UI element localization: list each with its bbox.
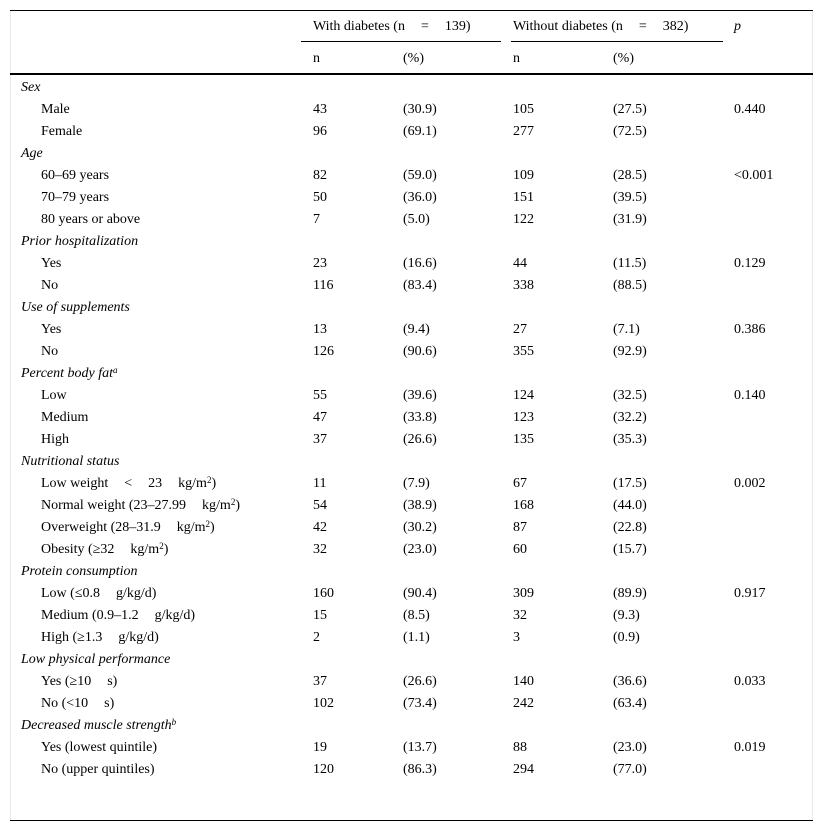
cell-pct-without-diabetes: (27.5) bbox=[613, 102, 647, 117]
row-label-text: No bbox=[41, 278, 59, 293]
section-title bbox=[21, 717, 176, 735]
cell-pct-without-diabetes: (28.5) bbox=[613, 168, 647, 183]
cell-pct-without-diabetes: (35.3) bbox=[613, 432, 647, 447]
row-label-text: Low (≤0.8 bbox=[41, 586, 101, 601]
row-label-text: Female bbox=[41, 124, 83, 139]
cell-n-without-diabetes: 32 bbox=[513, 608, 527, 623]
row-label bbox=[41, 761, 155, 779]
row-label bbox=[41, 211, 140, 229]
cell-n-without-diabetes: 88 bbox=[513, 740, 527, 755]
row-label-text: Yes bbox=[41, 256, 62, 271]
cell-n-without-diabetes: 109 bbox=[513, 168, 534, 183]
footnote-marker: a bbox=[113, 365, 118, 375]
row-label-text: High bbox=[41, 432, 69, 447]
p-value-header: p bbox=[734, 19, 741, 34]
row-label-tail: ) bbox=[163, 542, 169, 557]
section-title-text: Low physical performance bbox=[21, 652, 171, 667]
row-label-unit: kg/m bbox=[178, 476, 207, 491]
cell-n-with-diabetes: 13 bbox=[313, 322, 327, 337]
cell-p-value: <0.001 bbox=[734, 168, 774, 183]
cell-n-with-diabetes: 160 bbox=[313, 586, 334, 601]
unit-exponent: 2 bbox=[205, 519, 211, 529]
group1-underline bbox=[301, 41, 501, 42]
row-label bbox=[41, 255, 61, 273]
row-label-tail: ) bbox=[210, 520, 215, 535]
cell-n-with-diabetes: 47 bbox=[313, 410, 327, 425]
row-label-unit: g/kg/d) bbox=[154, 608, 196, 623]
row-label-unit: g/kg/d) bbox=[118, 630, 159, 645]
cell-n-with-diabetes: 37 bbox=[313, 674, 327, 689]
row-label bbox=[41, 123, 82, 141]
row-label-text: No bbox=[41, 344, 59, 359]
row-label-text: No (upper quintiles) bbox=[41, 762, 155, 777]
cell-pct-with-diabetes: (59.0) bbox=[403, 168, 437, 183]
cell-pct-without-diabetes: (39.5) bbox=[613, 190, 647, 205]
cell-p-value: 0.917 bbox=[734, 586, 766, 601]
cell-pct-with-diabetes: (30.2) bbox=[403, 520, 437, 535]
section-title-text: Protein consumption bbox=[21, 564, 138, 579]
cell-n-without-diabetes: 151 bbox=[513, 190, 534, 205]
section-title bbox=[21, 79, 40, 97]
cell-pct-without-diabetes: (63.4) bbox=[613, 696, 647, 711]
row-label-text: 70–79 years bbox=[41, 190, 110, 205]
unit-exponent: 2 bbox=[230, 497, 236, 507]
row-label bbox=[41, 409, 88, 427]
cell-p-value: 0.386 bbox=[734, 322, 766, 337]
cell-n-without-diabetes: 122 bbox=[513, 212, 534, 227]
cell-pct-without-diabetes: (15.7) bbox=[613, 542, 647, 557]
cell-n-with-diabetes: 19 bbox=[313, 740, 327, 755]
cell-n-without-diabetes: 60 bbox=[513, 542, 527, 557]
section-title-text: Sex bbox=[21, 80, 41, 95]
cell-p-value: 0.019 bbox=[734, 740, 766, 755]
cell-pct-without-diabetes: (89.9) bbox=[613, 586, 647, 601]
section-title-text: Prior hospitalization bbox=[21, 234, 139, 249]
row-label-tail: ) bbox=[211, 476, 217, 491]
row-label-unit: kg/m bbox=[202, 498, 231, 513]
group2-header: Without diabetes (n = 382) bbox=[513, 19, 689, 34]
row-label bbox=[41, 497, 240, 515]
cell-pct-with-diabetes: (5.0) bbox=[403, 212, 430, 227]
cell-n-without-diabetes: 338 bbox=[513, 278, 534, 293]
cell-pct-without-diabetes: (7.1) bbox=[613, 322, 640, 337]
row-label-text: Medium bbox=[41, 410, 89, 425]
cell-n-with-diabetes: 23 bbox=[313, 256, 327, 271]
cell-n-with-diabetes: 32 bbox=[313, 542, 327, 557]
cell-pct-without-diabetes: (22.8) bbox=[613, 520, 647, 535]
cell-n-without-diabetes: 27 bbox=[513, 322, 527, 337]
cell-pct-without-diabetes: (32.5) bbox=[613, 388, 647, 403]
row-label-unit: kg/m bbox=[176, 520, 206, 535]
subheader-n-2: n bbox=[513, 51, 520, 66]
row-label-text: High (≥1.3 bbox=[41, 630, 103, 645]
cell-pct-with-diabetes: (38.9) bbox=[403, 498, 437, 513]
row-label bbox=[41, 277, 58, 295]
cell-n-with-diabetes: 116 bbox=[313, 278, 334, 293]
row-label-text: Obesity (≥32 bbox=[41, 542, 115, 557]
cell-n-without-diabetes: 242 bbox=[513, 696, 534, 711]
cell-pct-without-diabetes: (31.9) bbox=[613, 212, 647, 227]
cell-pct-without-diabetes: (32.2) bbox=[613, 410, 647, 425]
cell-pct-with-diabetes: (8.5) bbox=[403, 608, 430, 623]
cell-n-with-diabetes: 96 bbox=[313, 124, 327, 139]
row-label bbox=[41, 101, 70, 119]
cell-pct-with-diabetes: (69.1) bbox=[403, 124, 437, 139]
cell-n-without-diabetes: 277 bbox=[513, 124, 534, 139]
row-label-sep: < bbox=[124, 476, 133, 491]
cell-pct-with-diabetes: (36.0) bbox=[403, 190, 437, 205]
cell-n-without-diabetes: 309 bbox=[513, 586, 534, 601]
cell-pct-without-diabetes: (44.0) bbox=[613, 498, 647, 513]
cell-p-value: 0.002 bbox=[734, 476, 766, 491]
row-label-text: Medium (0.9–1.2 bbox=[41, 608, 139, 623]
cell-pct-with-diabetes: (16.6) bbox=[403, 256, 437, 271]
row-label bbox=[41, 321, 61, 339]
section-title-text: Nutritional status bbox=[21, 454, 120, 469]
cell-pct-with-diabetes: (30.9) bbox=[403, 102, 437, 117]
header-bottom-rule bbox=[10, 73, 813, 75]
section-title bbox=[21, 563, 138, 581]
cell-n-with-diabetes: 15 bbox=[313, 608, 327, 623]
unit-exponent: 2 bbox=[206, 475, 212, 485]
row-label-text: Normal weight (23–27.99 bbox=[41, 498, 187, 513]
section-title-text: Use of supplements bbox=[21, 300, 130, 315]
cell-n-without-diabetes: 135 bbox=[513, 432, 534, 447]
row-label bbox=[41, 519, 215, 537]
cell-pct-without-diabetes: (0.9) bbox=[613, 630, 640, 645]
section-title bbox=[21, 299, 130, 317]
cell-pct-without-diabetes: (77.0) bbox=[613, 762, 647, 777]
cell-p-value: 0.129 bbox=[734, 256, 766, 271]
cell-n-without-diabetes: 355 bbox=[513, 344, 534, 359]
row-label bbox=[41, 475, 216, 493]
cell-pct-with-diabetes: (26.6) bbox=[403, 432, 437, 447]
cell-n-with-diabetes: 126 bbox=[313, 344, 334, 359]
cell-pct-without-diabetes: (72.5) bbox=[613, 124, 647, 139]
subheader-pct-2: (%) bbox=[613, 51, 634, 66]
row-label-text: Overweight (28–31.9 bbox=[41, 520, 161, 535]
row-label-text: Yes (≥10 bbox=[41, 674, 92, 689]
section-title bbox=[21, 145, 43, 163]
row-label bbox=[41, 695, 114, 713]
cell-n-without-diabetes: 140 bbox=[513, 674, 534, 689]
cell-pct-with-diabetes: (13.7) bbox=[403, 740, 437, 755]
row-label bbox=[41, 541, 168, 559]
cell-n-without-diabetes: 3 bbox=[513, 630, 520, 645]
row-label-text: No (<10 bbox=[41, 696, 89, 711]
bottom-rule bbox=[10, 820, 813, 821]
section-title bbox=[21, 651, 170, 669]
row-label-tail: ) bbox=[235, 498, 240, 513]
cell-n-without-diabetes: 44 bbox=[513, 256, 527, 271]
cell-n-without-diabetes: 105 bbox=[513, 102, 534, 117]
cell-pct-without-diabetes: (9.3) bbox=[613, 608, 640, 623]
cell-n-without-diabetes: 123 bbox=[513, 410, 534, 425]
row-label bbox=[41, 607, 195, 625]
section-title bbox=[21, 233, 138, 251]
subheader-n-1: n bbox=[313, 51, 320, 66]
cell-n-with-diabetes: 50 bbox=[313, 190, 327, 205]
section-title-text: Percent body fat bbox=[21, 366, 114, 381]
row-label-text: Low weight bbox=[41, 476, 109, 491]
cell-pct-with-diabetes: (39.6) bbox=[403, 388, 437, 403]
cell-pct-with-diabetes: (9.4) bbox=[403, 322, 430, 337]
cell-n-with-diabetes: 120 bbox=[313, 762, 334, 777]
cell-n-with-diabetes: 43 bbox=[313, 102, 327, 117]
top-rule bbox=[10, 10, 813, 11]
row-label-value: 23 bbox=[148, 476, 163, 491]
row-label-text: Male bbox=[41, 102, 70, 117]
row-label-text: 80 years or above bbox=[41, 212, 141, 227]
cell-n-with-diabetes: 2 bbox=[313, 630, 320, 645]
row-label-text: Low bbox=[41, 388, 67, 403]
row-label-text: Yes bbox=[41, 322, 62, 337]
row-label-text: Yes (lowest quintile) bbox=[41, 740, 158, 755]
footnote-marker: b bbox=[171, 717, 177, 727]
cell-pct-with-diabetes: (90.4) bbox=[403, 586, 437, 601]
cell-pct-with-diabetes: (26.6) bbox=[403, 674, 437, 689]
section-title bbox=[21, 453, 119, 471]
cell-p-value: 0.033 bbox=[734, 674, 766, 689]
cell-pct-without-diabetes: (11.5) bbox=[613, 256, 647, 271]
section-title-text: Age bbox=[21, 146, 43, 161]
cell-n-without-diabetes: 168 bbox=[513, 498, 534, 513]
cell-n-without-diabetes: 87 bbox=[513, 520, 527, 535]
cell-n-with-diabetes: 102 bbox=[313, 696, 334, 711]
section-title-text: Decreased muscle strength bbox=[21, 718, 172, 733]
row-label bbox=[41, 673, 117, 691]
row-label bbox=[41, 189, 109, 207]
cell-n-with-diabetes: 42 bbox=[313, 520, 327, 535]
row-label bbox=[41, 629, 159, 647]
row-label-text: 60–69 years bbox=[41, 168, 110, 183]
row-label-unit: s) bbox=[107, 674, 118, 689]
cell-n-with-diabetes: 55 bbox=[313, 388, 327, 403]
row-label bbox=[41, 387, 67, 405]
cell-n-with-diabetes: 11 bbox=[313, 476, 327, 491]
cell-pct-with-diabetes: (7.9) bbox=[403, 476, 430, 491]
row-label bbox=[41, 739, 157, 757]
cell-n-without-diabetes: 67 bbox=[513, 476, 527, 491]
cell-pct-with-diabetes: (23.0) bbox=[403, 542, 437, 557]
cell-n-without-diabetes: 294 bbox=[513, 762, 534, 777]
row-label bbox=[41, 167, 109, 185]
cell-p-value: 0.440 bbox=[734, 102, 766, 117]
cell-n-with-diabetes: 54 bbox=[313, 498, 327, 513]
row-label-unit: g/kg/d) bbox=[116, 586, 157, 601]
row-label bbox=[41, 343, 58, 361]
row-label-unit: s) bbox=[104, 696, 115, 711]
cell-pct-without-diabetes: (88.5) bbox=[613, 278, 647, 293]
cell-pct-without-diabetes: (92.9) bbox=[613, 344, 647, 359]
subheader-pct-1: (%) bbox=[403, 51, 424, 66]
cell-pct-with-diabetes: (73.4) bbox=[403, 696, 437, 711]
cell-pct-with-diabetes: (33.8) bbox=[403, 410, 437, 425]
cell-pct-without-diabetes: (36.6) bbox=[613, 674, 647, 689]
cell-n-with-diabetes: 82 bbox=[313, 168, 327, 183]
section-title bbox=[21, 365, 118, 383]
cell-pct-without-diabetes: (17.5) bbox=[613, 476, 647, 491]
cell-p-value: 0.140 bbox=[734, 388, 766, 403]
cell-n-without-diabetes: 124 bbox=[513, 388, 534, 403]
row-label-unit: kg/m bbox=[130, 542, 160, 557]
cell-pct-with-diabetes: (83.4) bbox=[403, 278, 437, 293]
cell-pct-with-diabetes: (90.6) bbox=[403, 344, 437, 359]
row-label bbox=[41, 431, 69, 449]
unit-exponent: 2 bbox=[159, 541, 164, 551]
cell-n-with-diabetes: 7 bbox=[313, 212, 320, 227]
group1-header: With diabetes (n = 139) bbox=[313, 19, 471, 34]
cell-pct-with-diabetes: (1.1) bbox=[403, 630, 430, 645]
group2-underline bbox=[511, 41, 723, 42]
cell-pct-without-diabetes: (23.0) bbox=[613, 740, 647, 755]
cell-n-with-diabetes: 37 bbox=[313, 432, 327, 447]
row-label bbox=[41, 585, 156, 603]
cell-pct-with-diabetes: (86.3) bbox=[403, 762, 437, 777]
